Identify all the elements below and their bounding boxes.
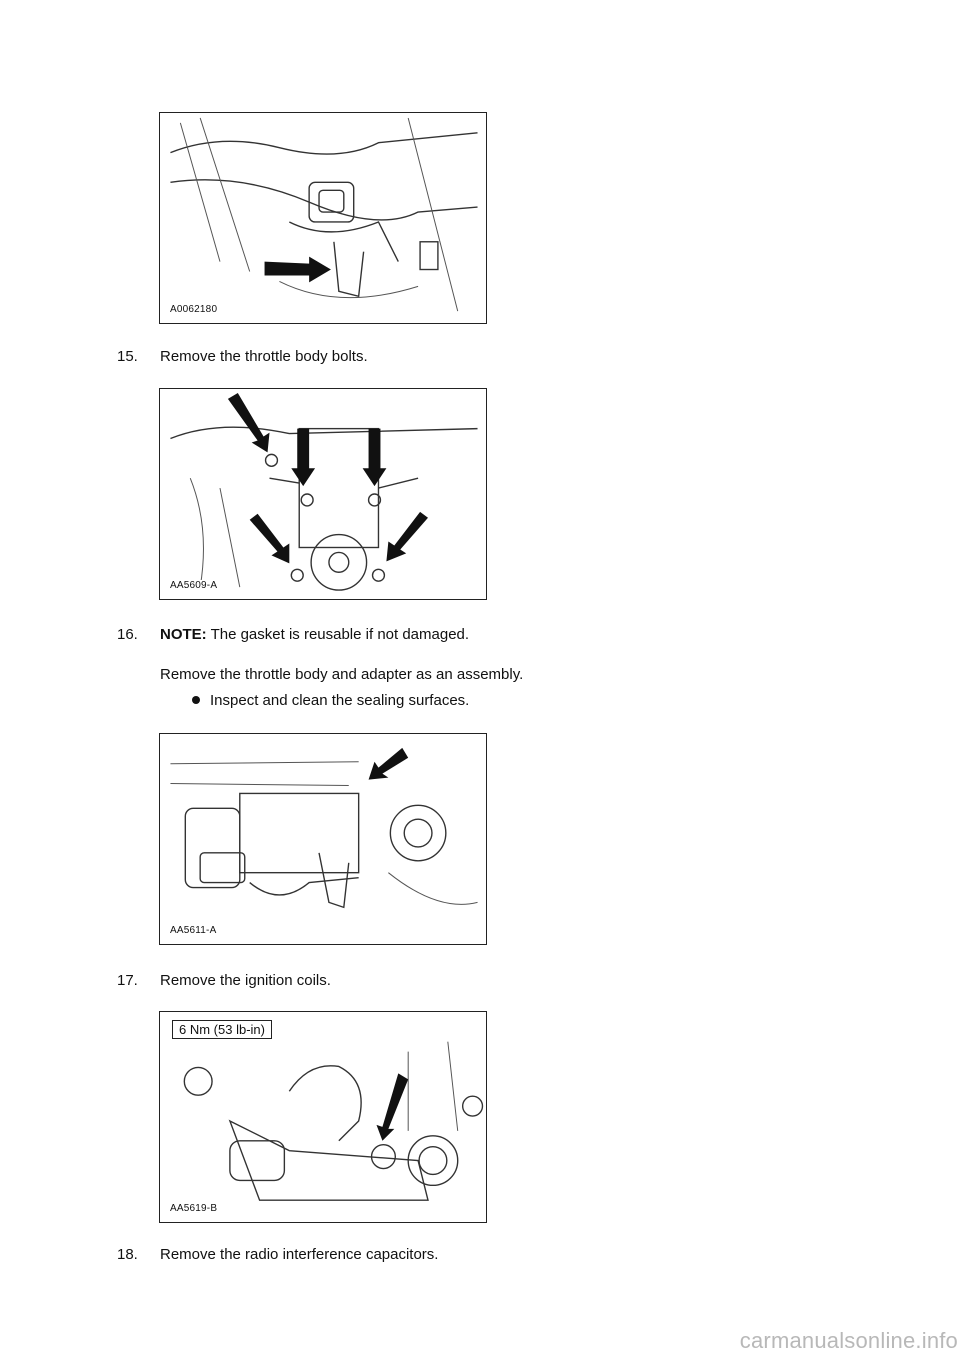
- bullet-item: [192, 692, 469, 710]
- bullet-dot: [192, 696, 200, 704]
- step-text: Remove the throttle body bolts.: [160, 348, 368, 365]
- pointer-arrow: [265, 257, 331, 283]
- figure-illustration: [160, 389, 486, 599]
- pointer-arrow: [291, 429, 315, 486]
- step-number: 18.: [117, 1246, 138, 1263]
- figure-id: A0062180: [170, 304, 218, 315]
- pointer-arrow: [250, 514, 290, 564]
- watermark: carmanualsonline.info: [739, 1328, 958, 1353]
- pointer-arrow: [228, 393, 270, 452]
- figure-illustration: [160, 734, 486, 944]
- step-text: Remove the radio interference capacitors.: [160, 1246, 439, 1263]
- figure-aa5609-a: [159, 388, 487, 600]
- pointer-arrow: [376, 1073, 408, 1140]
- pointer-arrow: [369, 748, 409, 780]
- step-17: [117, 972, 331, 990]
- figure-id: AA5611-A: [170, 925, 217, 936]
- note-text: The gasket is reusable if not damaged.: [206, 626, 470, 643]
- step-number: 15.: [117, 348, 138, 365]
- step-18: [117, 1246, 438, 1264]
- step-text: Remove the ignition coils.: [160, 972, 331, 989]
- figure-id: AA5619-B: [170, 1203, 218, 1214]
- bullet-text: Inspect and clean the sealing surfaces.: [210, 692, 470, 709]
- torque-label: 6 Nm (53 lb-in): [172, 1020, 272, 1039]
- step-16: [117, 626, 469, 644]
- step-number: 16.: [117, 626, 138, 643]
- figure-illustration: [160, 113, 486, 323]
- step-16-text: Remove the throttle body and adapter as an assembly.: [160, 666, 524, 683]
- step-15: [117, 348, 368, 366]
- figure-aa5619-b: [159, 1011, 487, 1223]
- note-label: NOTE:: [160, 626, 207, 643]
- step-number: 17.: [117, 972, 138, 989]
- pointer-arrow: [363, 429, 387, 486]
- pointer-arrow: [386, 512, 428, 562]
- figure-aa5611-a: [159, 733, 487, 945]
- figure-id: AA5609-A: [170, 580, 218, 591]
- figure-illustration: [160, 1012, 486, 1222]
- figure-a0062180: [159, 112, 487, 324]
